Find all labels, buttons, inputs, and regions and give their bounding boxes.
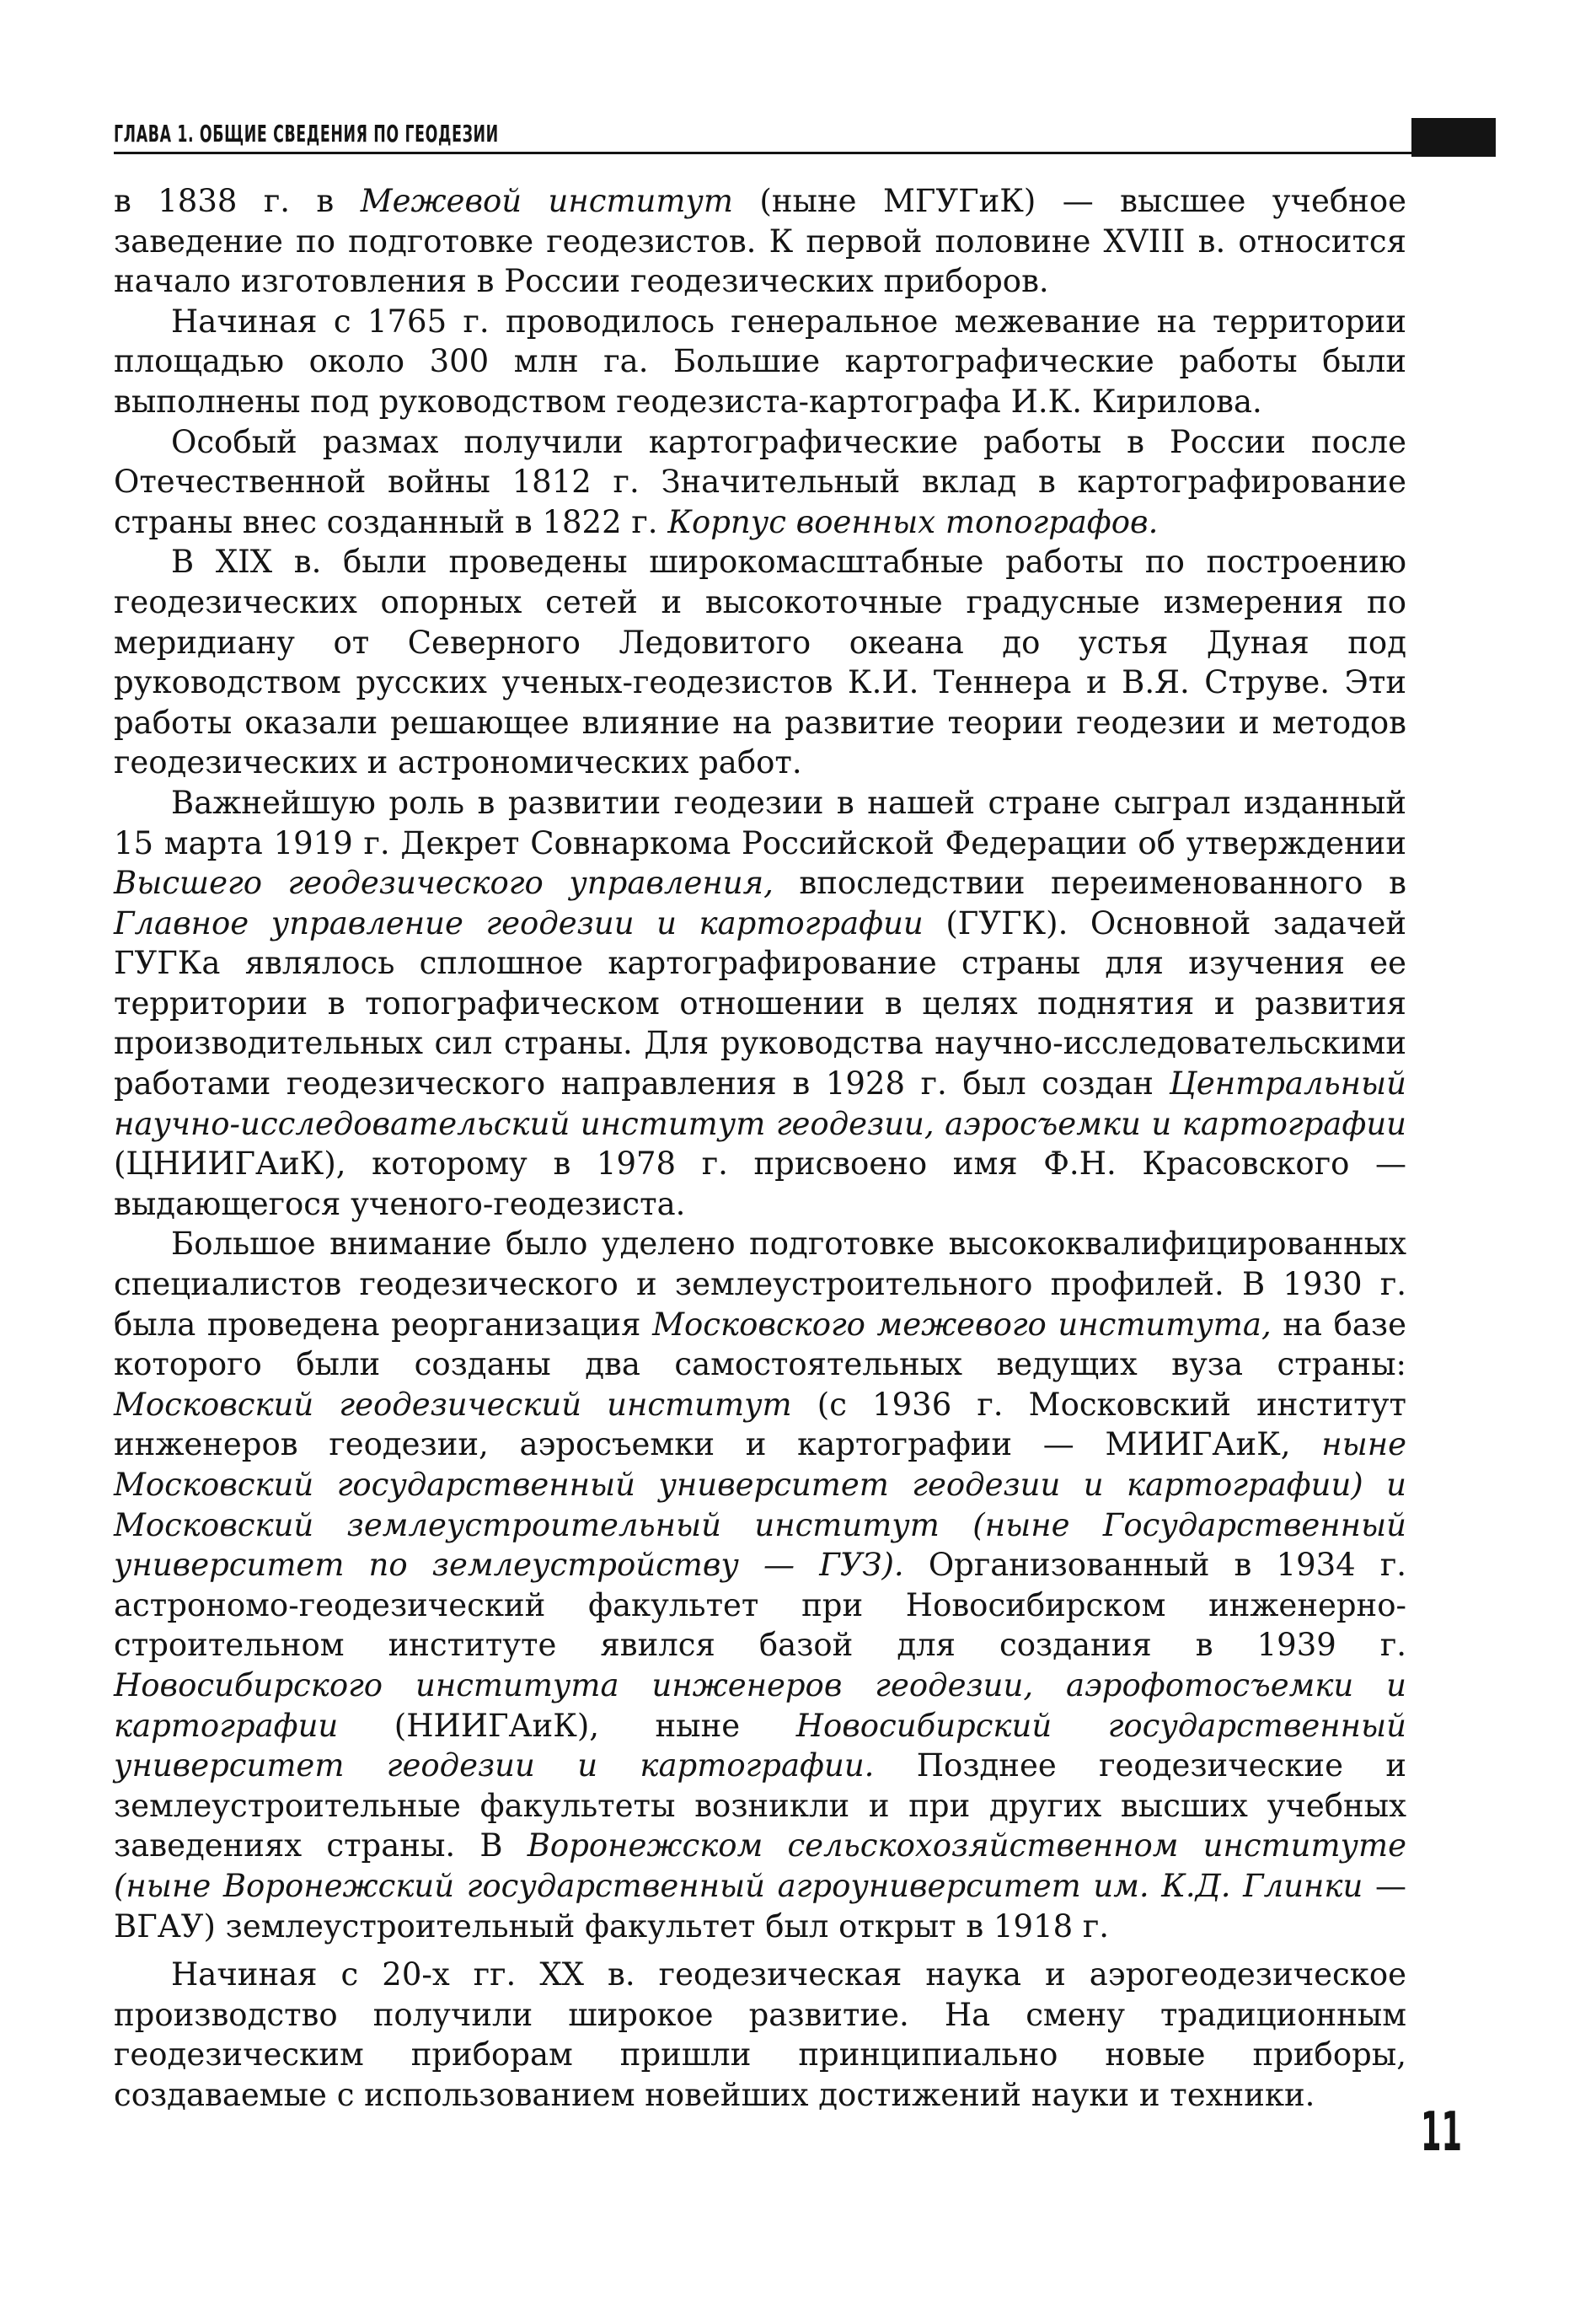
- text-segment: — ВГАУ) землеустроительный факультет был открыт в 1918 г.: [114, 1867, 1406, 1945]
- text-segment: впоследствии переименованного в: [773, 865, 1406, 902]
- paragraph: [114, 783, 1406, 1225]
- header-thumb-block: [1411, 118, 1496, 157]
- italic-text-segment: Новосибирского института инженеров геодезии, аэрофотосъемки и картографии: [114, 1666, 1406, 1744]
- italic-text-segment: Новосибирский государственный университет геодезии и картографии.: [114, 1707, 1406, 1784]
- body-text: [114, 181, 1406, 2116]
- paragraph: [114, 1224, 1406, 1946]
- text-segment: в 1838 г. в: [114, 183, 361, 219]
- italic-text-segment: Главное управление геодезии и картографии: [114, 904, 924, 942]
- italic-text-segment: Московский геодезический институт: [114, 1386, 792, 1423]
- text-segment: Особый размах получили картографические работы в России после Отечественной войны 1812 г. Значительный вклад в картографирование страны внес созданный в 1822 г.: [114, 423, 1406, 540]
- text-segment: (ГУГК). Основной задачей ГУГКа являлось сплошное картографирование страны для изучения ее территории в топографическом отношении в целях поднятия и развития производительных сил страны. Для руководства научно-исследовательскими работами геодезического направления в 1928 г. был создан: [114, 904, 1407, 1102]
- text-segment: В XIX в. были проведены широкомасштабные работы по построению геодезических опорных сетей и высокоточные градусные измерения по меридиану от Северного Ледовитого океана до устья Дуная под руководством русских ученых-геодезистов К.И. Теннера и В.Я. Струве. Эти работы оказали решающее влияние на развитие теории геодезии и методов геодезических и астрономических работ.: [114, 544, 1406, 781]
- text-segment: на базе которого были созданы два самостоятельных ведущих вуза страны:: [114, 1306, 1406, 1383]
- text-segment: Начиная с 1765 г. проводилось генеральное межевание на территории площадью около 300 млн га. Большие картографические работы были выполнены под руководством геодезиста-картографа И.К. Кирилова.: [114, 303, 1406, 420]
- header-rule: [114, 152, 1411, 154]
- italic-text-segment: Центральный научно-исследовательский институт геодезии, аэросъемки и картографии: [114, 1065, 1406, 1142]
- text-segment: Важнейшую роль в развитии геодезии в нашей стране сыграл изданный 15 марта 1919 г. Декрет Совнаркома Российской Федерации об утверждении: [114, 784, 1406, 861]
- text-segment: Начиная с 20-х гг. XX в. геодезическая наука и аэрогеодезическое производство получили широкое развитие. На смену традиционным геодезическим приборам пришли принципиально новые приборы, создаваемые с использованием новейших достижений науки и техники.: [114, 1956, 1406, 2113]
- italic-text-segment: ныне Московский государственный университет геодезии и картографии) и Московский землеустроительный институт (ныне Государственный университет по землеустройству — ГУЗ).: [114, 1426, 1406, 1584]
- italic-text-segment: Московского межевого института,: [652, 1306, 1272, 1343]
- running-header: [114, 118, 1496, 157]
- text-segment: Большое внимание было уделено подготовке высококвалифицированных специалистов геодезического и землеустроительного профилей. В 1930 г. была проведена реорганизация: [114, 1226, 1406, 1343]
- paragraph: [114, 181, 1406, 302]
- italic-text-segment: Воронежском сельскохозяйственном институте (ныне Воронежский государственный агроуниверситет им. К.Д. Глинки: [114, 1827, 1406, 1904]
- text-segment: (НИИГАиК), ныне: [338, 1707, 796, 1744]
- paragraph: [114, 542, 1406, 783]
- text-segment: Позднее геодезические и землеустроительные факультеты возникли и при других высших учебных заведениях страны. В: [114, 1747, 1406, 1864]
- text-segment: (ныне МГУГиК) — высшее учебное заведение по подготовке геодезистов. К первой половине XVIII в. относится начало изготовления в России геодезических приборов.: [114, 183, 1407, 300]
- paragraph: [114, 1955, 1406, 2115]
- text-segment: (ЦНИИГАиК), которому в 1978 г. присвоено имя Ф.Н. Красовского — выдающегося ученого-геодезиста.: [114, 1145, 1406, 1222]
- paragraph: [114, 302, 1406, 422]
- italic-text-segment: Корпус военных топографов.: [667, 503, 1159, 540]
- paragraph: [114, 422, 1406, 543]
- text-segment: Организованный в 1934 г. астрономо-геодезический факультет при Новосибирском инженерно-строительном институте явился базой для создания в 1939 г.: [114, 1547, 1407, 1664]
- italic-text-segment: Высшего геодезического управления,: [114, 865, 774, 902]
- page-number: 11: [1421, 2101, 1462, 2164]
- text-segment: (с 1936 г. Московский институт инженеров геодезии, аэросъемки и картографии — МИИГАиК,: [114, 1386, 1406, 1463]
- chapter-header-title: ГЛАВА 1. ОБЩИЕ СВЕДЕНИЯ ПО ГЕОДЕЗИИ: [114, 120, 499, 148]
- italic-text-segment: Межевой институт: [360, 183, 733, 219]
